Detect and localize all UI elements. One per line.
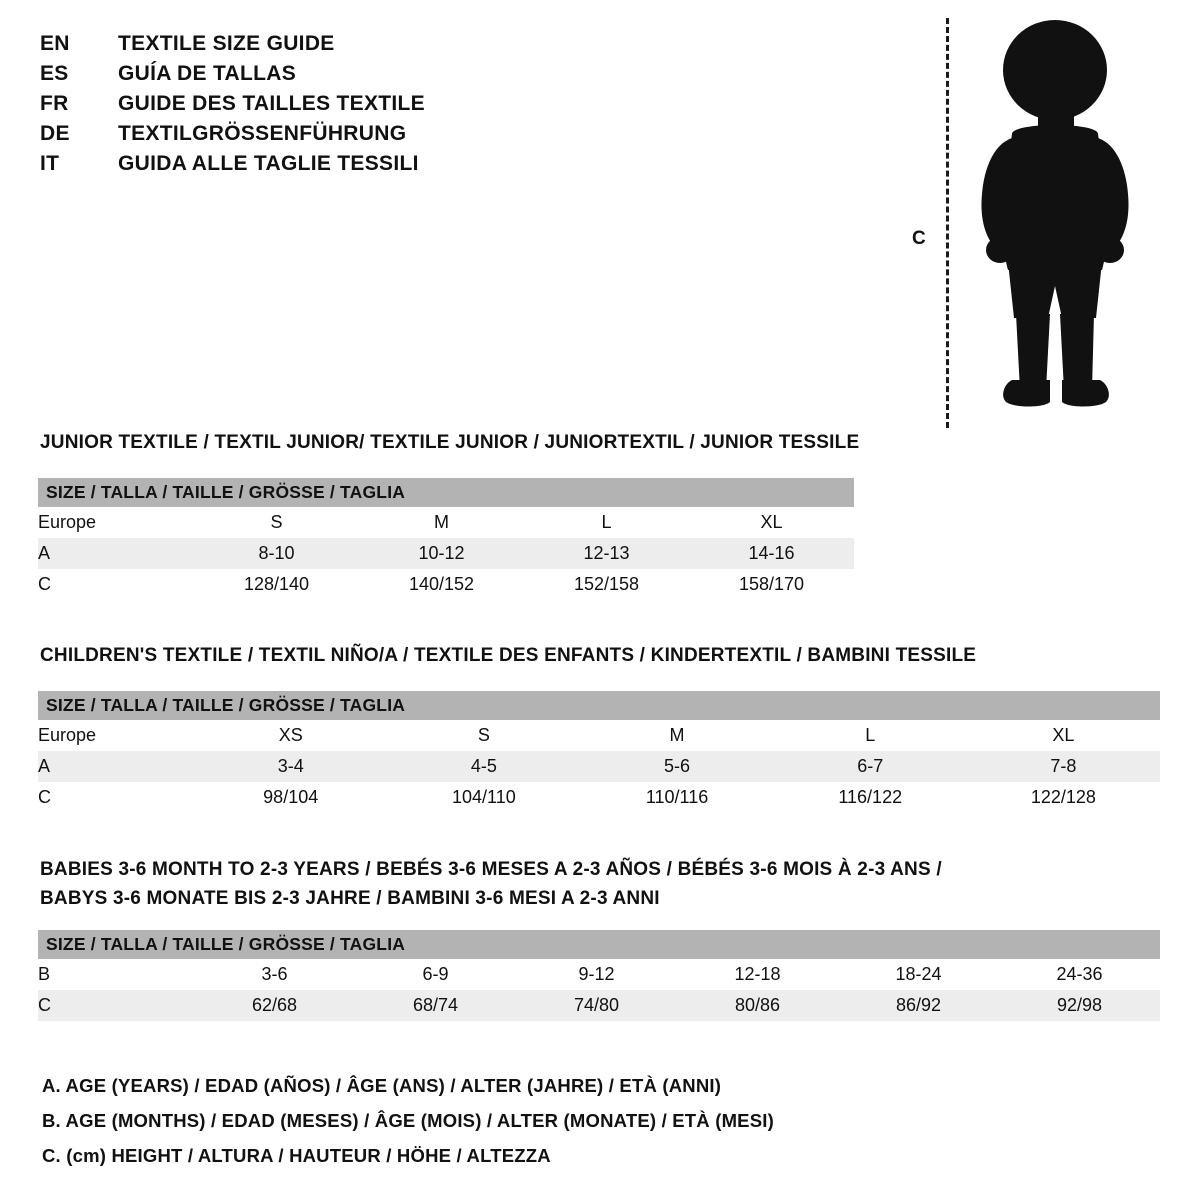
section-title-babies-line1: BABIES 3-6 MONTH TO 2-3 YEARS / BEBÉS 3-6 MESES A 2-3 AÑOS / BÉBÉS 3-6 MOIS À 2-3 ANS / bbox=[40, 859, 942, 880]
table-cell: L bbox=[774, 720, 967, 751]
language-text: GUÍA DE TALLAS bbox=[118, 62, 297, 85]
language-code: IT bbox=[40, 152, 60, 175]
table-cell: 74/80 bbox=[516, 990, 677, 1021]
table-cell: 92/98 bbox=[999, 990, 1160, 1021]
table-cell: 80/86 bbox=[677, 990, 838, 1021]
table-cell: 3-4 bbox=[194, 751, 387, 782]
table-row bbox=[38, 990, 1160, 1021]
table-cell: 14-16 bbox=[689, 538, 854, 569]
footnote-b: B. AGE (MONTHS) / EDAD (MESES) / ÂGE (MOIS) / ALTER (MONATE) / ETÀ (MESI) bbox=[42, 1110, 774, 1131]
footnote-c: C. (cm) HEIGHT / ALTURA / HAUTEUR / HÖHE / ALTEZZA bbox=[42, 1145, 551, 1166]
table-cell: 8-10 bbox=[194, 538, 359, 569]
table-cell: 6-7 bbox=[774, 751, 967, 782]
table-cell: 4-5 bbox=[387, 751, 580, 782]
band-label: SIZE / TALLA / TAILLE / GRÖSSE / TAGLIA bbox=[38, 691, 1160, 720]
footnotes-block bbox=[42, 1068, 1042, 1173]
row-label: Europe bbox=[38, 507, 194, 538]
table-row bbox=[38, 507, 854, 538]
language-code: ES bbox=[40, 62, 69, 85]
table-cell: 128/140 bbox=[194, 569, 359, 600]
table-cell: 7-8 bbox=[967, 751, 1160, 782]
table-cell: L bbox=[524, 507, 689, 538]
height-measure-label: C bbox=[912, 228, 926, 249]
table-cell: 140/152 bbox=[359, 569, 524, 600]
table-cell: 10-12 bbox=[359, 538, 524, 569]
table-cell: S bbox=[194, 507, 359, 538]
table-cell: M bbox=[580, 720, 773, 751]
section-title-junior: JUNIOR TEXTILE / TEXTIL JUNIOR/ TEXTILE JUNIOR / JUNIORTEXTIL / JUNIOR TESSILE bbox=[40, 432, 860, 453]
section-title-children: CHILDREN'S TEXTILE / TEXTIL NIÑO/A / TEXTILE DES ENFANTS / KINDERTEXTIL / BAMBINI TESSILE bbox=[40, 645, 977, 666]
table-cell: 86/92 bbox=[838, 990, 999, 1021]
row-label: A bbox=[38, 538, 194, 569]
row-label: B bbox=[38, 959, 194, 990]
table-cell: 104/110 bbox=[387, 782, 580, 813]
row-label: A bbox=[38, 751, 194, 782]
language-code: FR bbox=[40, 92, 69, 115]
table-cell: 12-13 bbox=[524, 538, 689, 569]
table-cell: 110/116 bbox=[580, 782, 773, 813]
table-cell: 116/122 bbox=[774, 782, 967, 813]
band-label: SIZE / TALLA / TAILLE / GRÖSSE / TAGLIA bbox=[38, 930, 1160, 959]
language-row bbox=[40, 122, 600, 152]
table-cell: S bbox=[387, 720, 580, 751]
table-cell: 24-36 bbox=[999, 959, 1160, 990]
language-text: GUIDA ALLE TAGLIE TESSILI bbox=[118, 152, 419, 175]
table-row bbox=[38, 959, 1160, 990]
height-measure-figure bbox=[900, 10, 1180, 430]
section-title-babies bbox=[40, 855, 942, 913]
table-cell: 98/104 bbox=[194, 782, 387, 813]
table-cell: 9-12 bbox=[516, 959, 677, 990]
language-code: EN bbox=[40, 32, 70, 55]
table-cell: 3-6 bbox=[194, 959, 355, 990]
table-cell: 18-24 bbox=[838, 959, 999, 990]
table-row bbox=[38, 751, 1160, 782]
babies-size-table bbox=[38, 930, 1160, 1021]
height-dashed-line bbox=[946, 18, 949, 428]
language-row bbox=[40, 32, 600, 62]
table-row bbox=[38, 782, 1160, 813]
table-cell: 5-6 bbox=[580, 751, 773, 782]
table-row bbox=[38, 538, 854, 569]
table-cell: XS bbox=[194, 720, 387, 751]
table-row bbox=[38, 720, 1160, 751]
language-text: TEXTILGRÖSSENFÜHRUNG bbox=[118, 122, 407, 145]
language-row bbox=[40, 152, 600, 182]
band-label: SIZE / TALLA / TAILLE / GRÖSSE / TAGLIA bbox=[38, 478, 854, 507]
table-band-header bbox=[38, 478, 854, 507]
language-text: GUIDE DES TAILLES TEXTILE bbox=[118, 92, 425, 115]
section-title-babies-line2: BABYS 3-6 MONATE BIS 2-3 JAHRE / BAMBINI 3-6 MESI A 2-3 ANNI bbox=[40, 888, 660, 909]
language-text: TEXTILE SIZE GUIDE bbox=[118, 32, 335, 55]
footnote-a: A. AGE (YEARS) / EDAD (AÑOS) / ÂGE (ANS) / ALTER (JAHRE) / ETÀ (ANNI) bbox=[42, 1075, 722, 1096]
language-row bbox=[40, 92, 600, 122]
row-label: C bbox=[38, 782, 194, 813]
table-cell: XL bbox=[967, 720, 1160, 751]
table-cell: 152/158 bbox=[524, 569, 689, 600]
table-cell: 62/68 bbox=[194, 990, 355, 1021]
row-label: Europe bbox=[38, 720, 194, 751]
table-cell: M bbox=[359, 507, 524, 538]
table-cell: 6-9 bbox=[355, 959, 516, 990]
child-silhouette-icon bbox=[950, 18, 1160, 433]
table-band-header bbox=[38, 930, 1160, 959]
row-label: C bbox=[38, 569, 194, 600]
children-size-table bbox=[38, 691, 1160, 813]
language-title-block bbox=[40, 32, 600, 182]
row-label: C bbox=[38, 990, 194, 1021]
junior-size-table bbox=[38, 478, 854, 600]
table-band-header bbox=[38, 691, 1160, 720]
table-cell: 158/170 bbox=[689, 569, 854, 600]
table-cell: 68/74 bbox=[355, 990, 516, 1021]
language-code: DE bbox=[40, 122, 70, 145]
table-cell: XL bbox=[689, 507, 854, 538]
table-cell: 122/128 bbox=[967, 782, 1160, 813]
table-cell: 12-18 bbox=[677, 959, 838, 990]
language-row bbox=[40, 62, 600, 92]
table-row bbox=[38, 569, 854, 600]
